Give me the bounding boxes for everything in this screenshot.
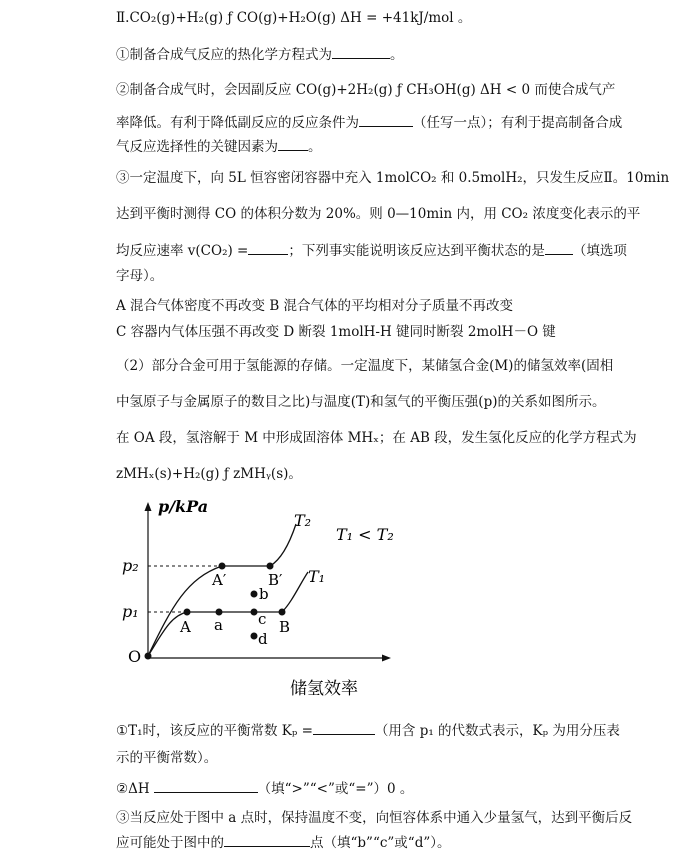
origin-label: O [128, 647, 142, 666]
pressure-efficiency-graph [112, 496, 412, 706]
point-origin [145, 653, 152, 660]
text-line-12: （2）部分合金可用于氢能源的存储。一定温度下，某储氢合金(M)的储氢效率(固相 [116, 358, 614, 374]
label-a: a [214, 616, 223, 634]
text-line-3: ②制备合成气时，会因副反应 CO(g)+2H₂(g) ƒ CH₃OH(g) ΔH < 0 而使合成气产 [116, 82, 616, 98]
text-line-15: zMHₓ(s)+H₂(g) ƒ zMHᵧ(s)。 [116, 466, 302, 482]
text-line-6: ③一定温度下，向 5L 恒容密闭容器中充入 1molCO₂ 和 0.5molH₂，只发生反应Ⅱ。10min [116, 170, 670, 186]
label-T1: T₁ [308, 567, 326, 586]
point-d [251, 633, 258, 640]
answer-blank-7[interactable] [154, 778, 258, 793]
curve-T2 [148, 524, 296, 656]
label-T2: T₂ [294, 511, 312, 530]
text-line-5: 气反应选择性的关键因素为 。 [116, 136, 322, 157]
y-axis-label: p/kPa [158, 497, 209, 516]
text-line-2: ①制备合成气反应的热化学方程式为 。 [116, 44, 404, 65]
answer-blank-4[interactable] [248, 240, 288, 255]
text-line-4: 率降低。有利于降低副反应的反应条件为 （任写一点）；有利于提高制备合成 [116, 112, 622, 133]
option-line-cd: C 容器内气体压强不再改变 D 断裂 1molH-H 键同时断裂 2molH－O 键 [116, 324, 556, 340]
text-line-19: ③当反应处于图中 a 点时，保持温度不变，向恒容体系中通入少量氢气，达到平衡后反 [116, 810, 633, 826]
question-1-text: ①制备合成气反应的热化学方程式为 [116, 47, 332, 63]
answer-blank-6[interactable] [313, 720, 375, 735]
temperature-relation: T₁ < T₂ [336, 525, 394, 544]
answer-blank-3[interactable] [278, 136, 308, 151]
option-line-ab: A 混合气体密度不再改变 B 混合气体的平均相对分子质量不再改变 [116, 298, 514, 314]
label-c: c [258, 610, 267, 628]
label-b: b [259, 585, 269, 603]
text-line-7: 达到平衡时测得 CO 的体积分数为 20%。则 0—10min 内，用 CO₂ 浓度变化表示的平 [116, 206, 641, 222]
point-B-prime [267, 563, 274, 570]
label-B: B [279, 618, 291, 636]
text-line-16: ①T₁时，该反应的平衡常数 Kₚ = （用含 p₁ 的代数式表示，Kₚ 为用分压表 [116, 720, 620, 741]
point-A-prime [219, 563, 226, 570]
answer-blank-1[interactable] [332, 44, 390, 59]
point-A [184, 609, 191, 616]
point-a [216, 609, 223, 616]
p2-label: p₂ [122, 556, 139, 575]
label-d: d [258, 630, 268, 648]
text-line-17: 示的平衡常数）。 [116, 750, 218, 766]
p1-label: p₁ [122, 602, 139, 621]
y-axis-arrow [145, 502, 152, 511]
point-c [251, 609, 258, 616]
point-b [251, 591, 258, 598]
text-line-13: 中氢原子与金属原子的数目之比)与温度(T)和氢气的平衡压强(p)的关系如图所示。 [116, 394, 606, 410]
text-line-8: 均反应速率 v(CO₂) = ；下列事实能说明该反应达到平衡状态的是 （填选项 [116, 240, 627, 261]
answer-blank-2[interactable] [359, 112, 413, 127]
text-line-18: ②ΔH （填“>”“<”或“=”）0 。 [116, 778, 413, 799]
point-B [279, 609, 286, 616]
label-A: A [180, 618, 191, 636]
answer-blank-5[interactable] [545, 240, 573, 255]
text-line-14: 在 OA 段，氢溶解于 M 中形成固溶体 MHₓ；在 AB 段，发生氢化反应的化学方程式为 [116, 430, 637, 446]
x-axis-arrow [382, 655, 391, 662]
answer-blank-8[interactable] [224, 832, 310, 847]
label-A-prime: A′ [212, 571, 227, 589]
label-B-prime: B′ [268, 571, 283, 589]
x-axis-label: 储氢效率 [290, 679, 358, 699]
text-line-1: Ⅱ.CO₂(g)+H₂(g) ƒ CO(g)+H₂O(g) ΔH = +41kJ/mol 。 [116, 10, 472, 26]
text-line-9: 字母）。 [116, 268, 164, 284]
text-line-20: 应可能处于图中的 点（填“b”“c”或“d”）。 [116, 832, 451, 853]
